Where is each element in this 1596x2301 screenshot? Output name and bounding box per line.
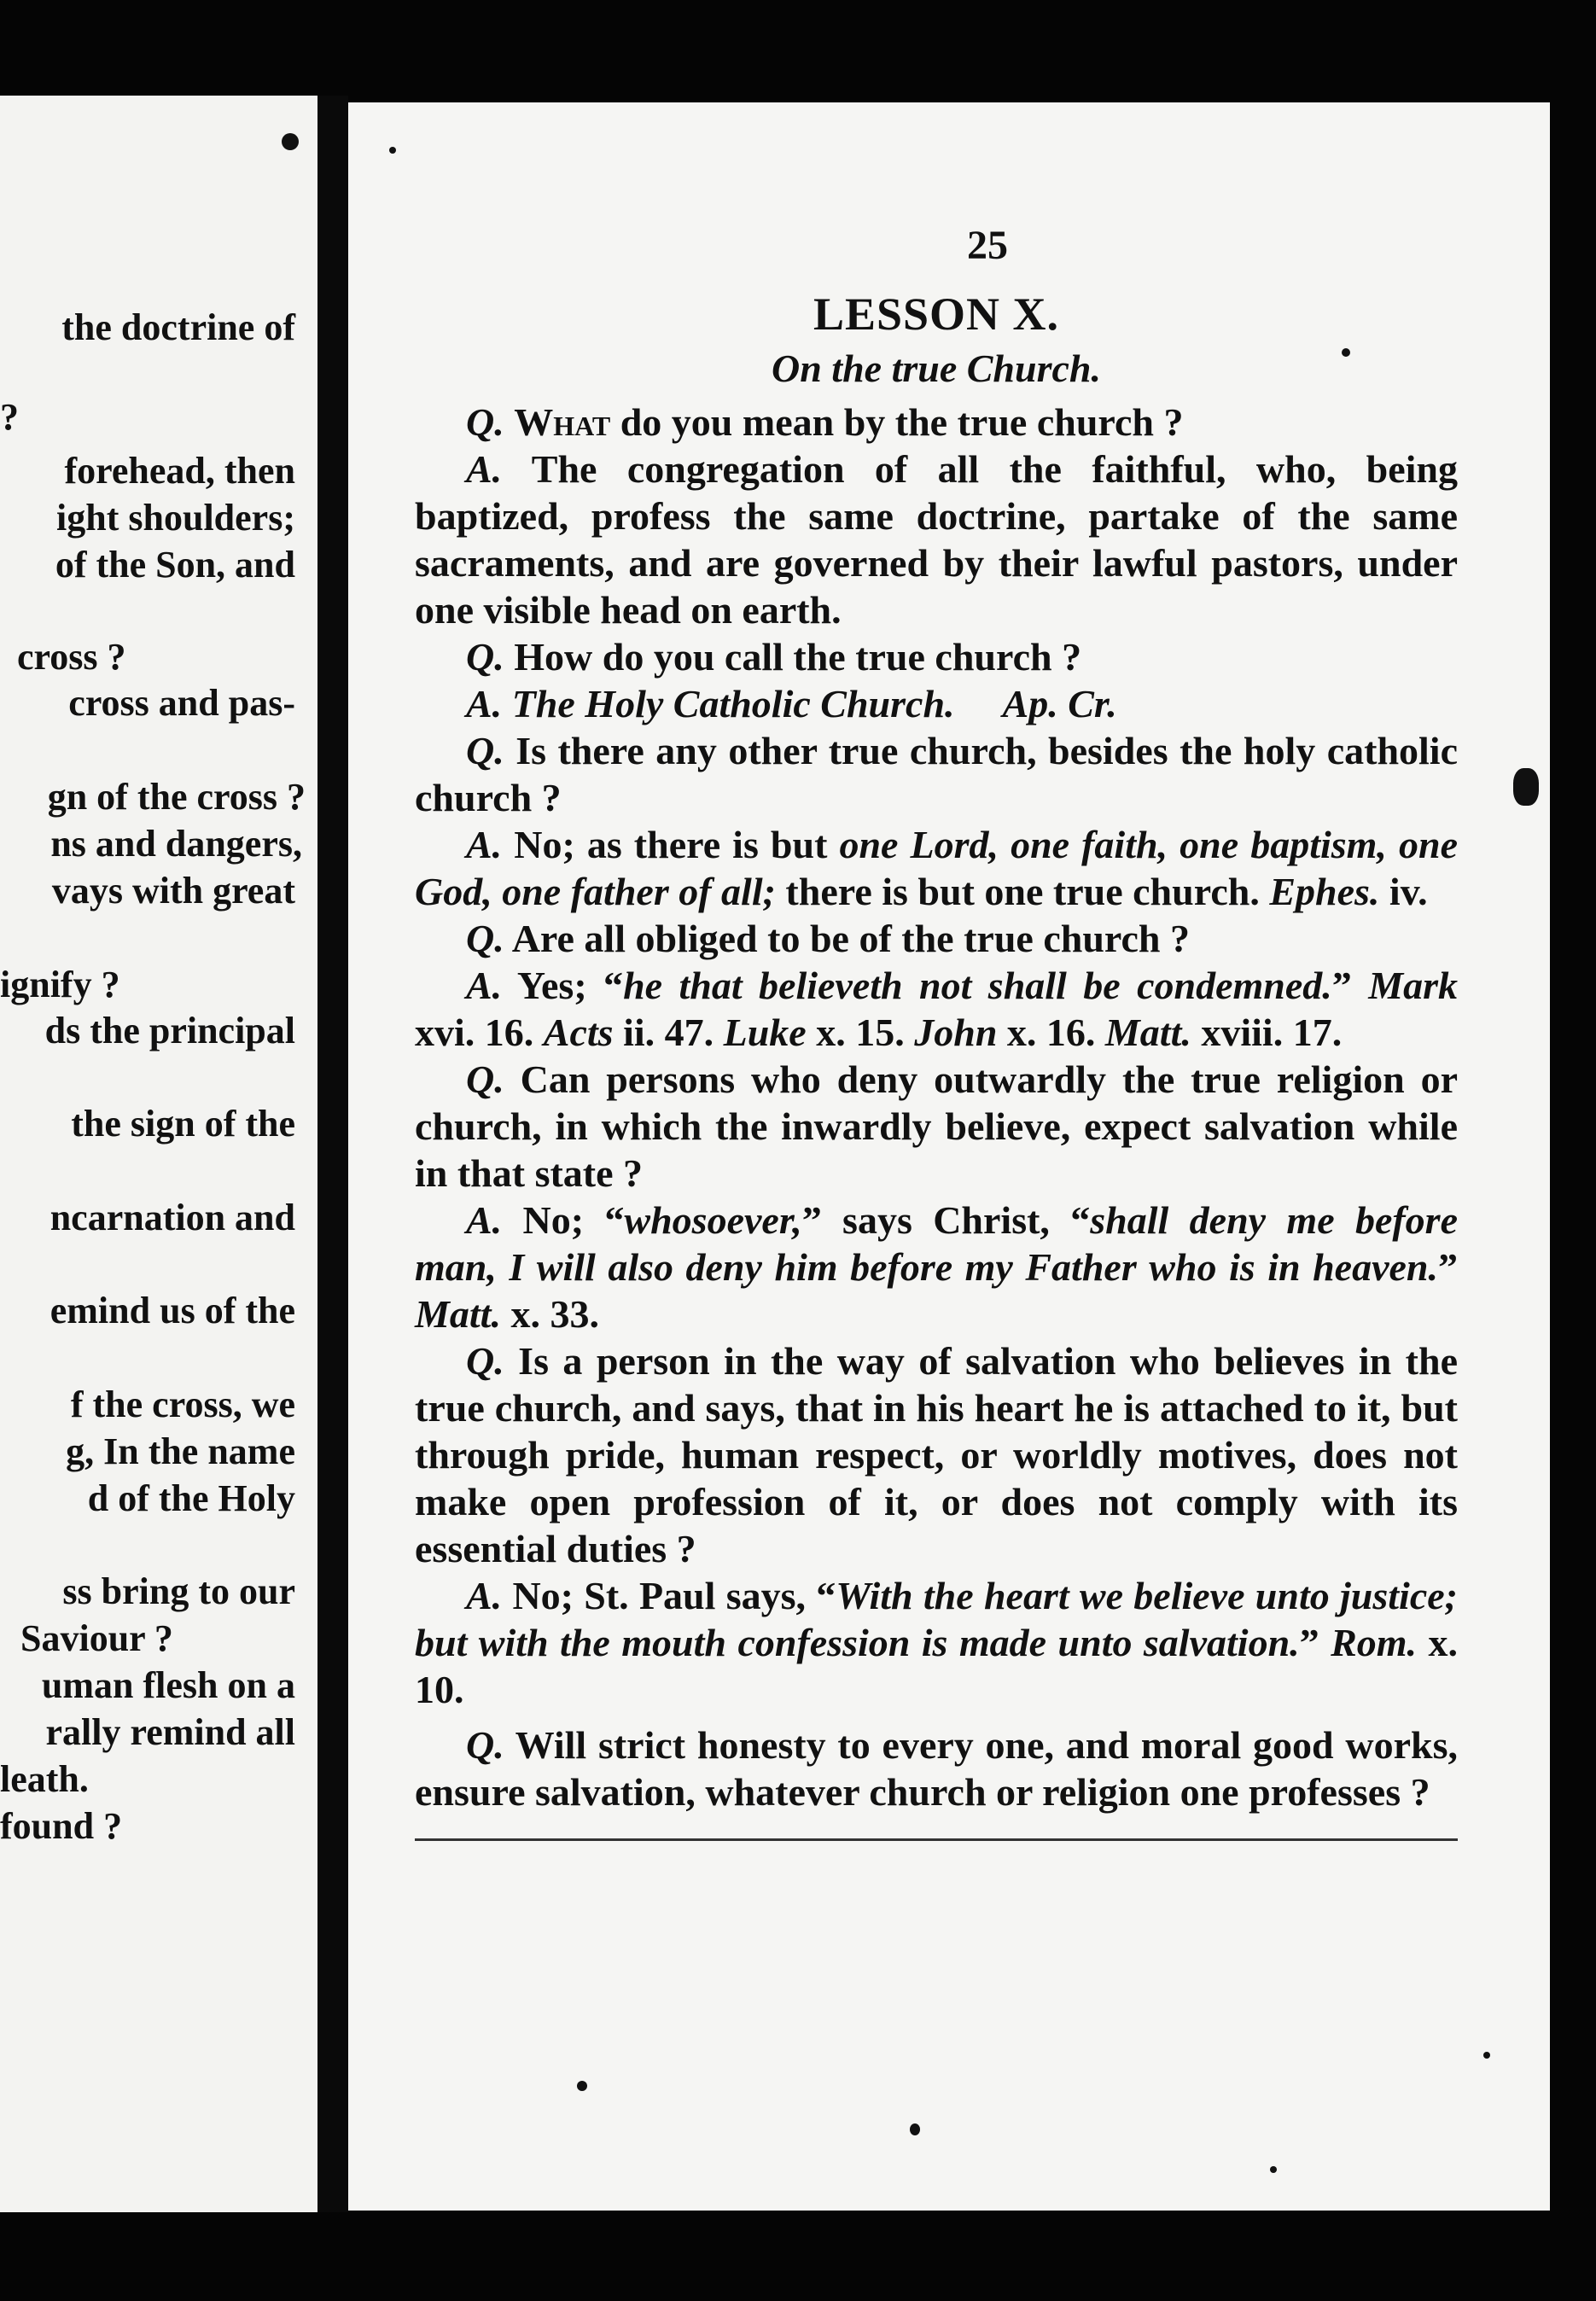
ink-speck bbox=[1513, 768, 1539, 806]
left-line: ignify ? bbox=[0, 964, 120, 1005]
left-line: ns and dangers, bbox=[50, 823, 302, 865]
ink-speck bbox=[1270, 2166, 1277, 2173]
answer-text: ” bbox=[1331, 964, 1369, 1007]
question-text: Is a person in the way of salvation who believes in the true church, and says, that in his heart he is attached to it, but through pride, human respect, or worldly motives, does not make open profession of it, or does not comply with its essential duties ? bbox=[415, 1339, 1458, 1570]
left-line: ds the principal bbox=[44, 1010, 295, 1051]
question-text: Will strict honesty to every one, and moral good works, ensure salvation, whatever church or religion one professes ? bbox=[415, 1723, 1458, 1814]
citation-number: x. 10. bbox=[415, 1621, 1458, 1711]
citation: John bbox=[914, 1011, 998, 1054]
page-number: 25 bbox=[967, 223, 1008, 268]
citation: Ap. Cr. bbox=[1002, 682, 1117, 725]
citation: Ephes. bbox=[1269, 870, 1380, 913]
q-marker: Q. bbox=[466, 1339, 504, 1383]
lesson-title: LESSON X. bbox=[813, 288, 1060, 340]
left-line: f the cross, we bbox=[70, 1384, 295, 1425]
question-text: do you mean by the true church ? bbox=[610, 400, 1184, 444]
q-marker: Q. bbox=[466, 400, 504, 444]
answer-text: No; as there is but bbox=[502, 823, 840, 866]
left-line: Saviour ? bbox=[20, 1617, 173, 1659]
citation-number: x. 15. bbox=[806, 1011, 915, 1054]
answer-paragraph bbox=[415, 446, 1458, 633]
answer-italic: whosoever, bbox=[624, 1198, 802, 1242]
left-line: leath. bbox=[0, 1758, 89, 1800]
a-marker: A. bbox=[466, 964, 503, 1007]
citation-number: ii. 47. bbox=[613, 1011, 724, 1054]
left-line: the doctrine of bbox=[61, 306, 295, 348]
answer-paragraph bbox=[415, 962, 1458, 1056]
drop-word: What bbox=[514, 400, 611, 444]
question-text: Are all obliged to be of the true church ? bbox=[504, 917, 1190, 960]
a-marker: A. bbox=[466, 1574, 503, 1617]
scan-line bbox=[415, 1838, 1458, 1841]
page-text-block bbox=[415, 222, 1458, 1815]
left-line: cross and pas- bbox=[68, 682, 295, 724]
left-line: rally remind all bbox=[45, 1711, 295, 1753]
answer-text: ” bbox=[1438, 1245, 1458, 1289]
citation-number: xviii. 17. bbox=[1191, 1011, 1343, 1054]
answer-italic: The Holy Catholic Church. bbox=[502, 682, 955, 725]
answer-text: there is but one true church. bbox=[775, 870, 1270, 913]
lesson-subtitle: On the true Church. bbox=[771, 347, 1101, 390]
answer-text: The congregation of all the faithful, who, being baptized, profess the same doctrine, partake of the same sacraments, and are governed by their lawful pastors, under one visible head on earth. bbox=[415, 447, 1458, 632]
a-marker: A. bbox=[466, 447, 503, 491]
right-page bbox=[348, 102, 1550, 2211]
question-paragraph bbox=[415, 1721, 1458, 1815]
q-marker: Q. bbox=[466, 1057, 504, 1101]
left-line: vays with great bbox=[51, 870, 295, 912]
left-line: ncarnation and bbox=[50, 1197, 295, 1238]
answer-text: ” bbox=[1299, 1621, 1331, 1664]
ink-speck bbox=[910, 2123, 920, 2135]
question-paragraph bbox=[415, 633, 1458, 680]
question-paragraph bbox=[415, 399, 1458, 446]
ink-speck bbox=[1342, 348, 1350, 357]
left-line: of the Son, and bbox=[55, 544, 295, 585]
answer-paragraph bbox=[415, 1572, 1458, 1713]
book-gutter bbox=[317, 96, 348, 2212]
a-marker: A. bbox=[466, 682, 503, 725]
left-line: emind us of the bbox=[50, 1290, 295, 1331]
citation-number: x. 16. bbox=[997, 1011, 1105, 1054]
q-marker: Q. bbox=[466, 635, 504, 679]
left-page-fragment bbox=[0, 96, 317, 2212]
ink-speck bbox=[282, 133, 299, 150]
answer-paragraph bbox=[415, 821, 1458, 915]
answer-italic: shall deny me before man, I will also deny him before my Father who is in heaven. bbox=[415, 1198, 1459, 1289]
left-line: forehead, then bbox=[64, 450, 295, 492]
answer-text: ” says Christ, “ bbox=[801, 1198, 1091, 1242]
question-paragraph bbox=[415, 915, 1458, 962]
left-line: ss bring to our bbox=[62, 1570, 295, 1612]
q-marker: Q. bbox=[466, 1723, 504, 1767]
answer-paragraph bbox=[415, 680, 1458, 727]
citation: Matt. bbox=[1104, 1011, 1191, 1054]
a-marker: A. bbox=[466, 1198, 503, 1242]
question-paragraph bbox=[415, 727, 1458, 821]
question-paragraph bbox=[415, 1056, 1458, 1197]
citation-number: xvi. 16. bbox=[415, 1011, 544, 1054]
citation: Matt. bbox=[415, 1292, 501, 1336]
q-marker: Q. bbox=[466, 729, 504, 772]
left-line: d of the Holy bbox=[87, 1477, 295, 1519]
ink-speck bbox=[1483, 2052, 1490, 2059]
question-text: Can persons who deny outwardly the true religion or church, in which the inwardly believe, expect salvation while in that state ? bbox=[415, 1057, 1458, 1195]
question-text: Is there any other true church, besides the holy catholic church ? bbox=[415, 729, 1458, 819]
citation-number: iv. bbox=[1379, 870, 1428, 913]
citation: Mark bbox=[1368, 964, 1459, 1007]
left-line: g, In the name bbox=[66, 1430, 295, 1472]
answer-paragraph bbox=[415, 1197, 1458, 1337]
answer-text: Yes; “ bbox=[502, 964, 624, 1007]
answer-italic: With the heart we believe unto justice; but with the mouth confession is made unto salvation. bbox=[415, 1574, 1458, 1664]
left-line: ? bbox=[0, 396, 19, 438]
left-line: cross ? bbox=[17, 636, 126, 678]
citation-number: x. 33. bbox=[500, 1292, 599, 1336]
answer-italic: one Lord, one faith, one baptism, one God, one father of all; bbox=[415, 823, 1458, 913]
left-line: found ? bbox=[0, 1805, 123, 1847]
left-line: ight shoulders; bbox=[56, 497, 295, 539]
answer-text: No; St. Paul says, “ bbox=[502, 1574, 836, 1617]
question-paragraph bbox=[415, 1337, 1458, 1572]
q-marker: Q. bbox=[466, 917, 504, 960]
ink-speck bbox=[389, 147, 396, 154]
left-line: the sign of the bbox=[71, 1103, 295, 1145]
left-line: gn of the cross ? bbox=[47, 776, 306, 818]
answer-text: No; “ bbox=[502, 1198, 625, 1242]
citation: Luke bbox=[723, 1011, 807, 1054]
ink-speck bbox=[577, 2081, 587, 2091]
citation: Acts bbox=[543, 1011, 614, 1054]
question-text: How do you call the true church ? bbox=[504, 635, 1082, 679]
citation: Rom. bbox=[1331, 1621, 1418, 1664]
left-line: uman flesh on a bbox=[41, 1664, 295, 1706]
a-marker: A. bbox=[466, 823, 503, 866]
answer-italic: he that believeth not shall be condemned. bbox=[623, 964, 1332, 1007]
